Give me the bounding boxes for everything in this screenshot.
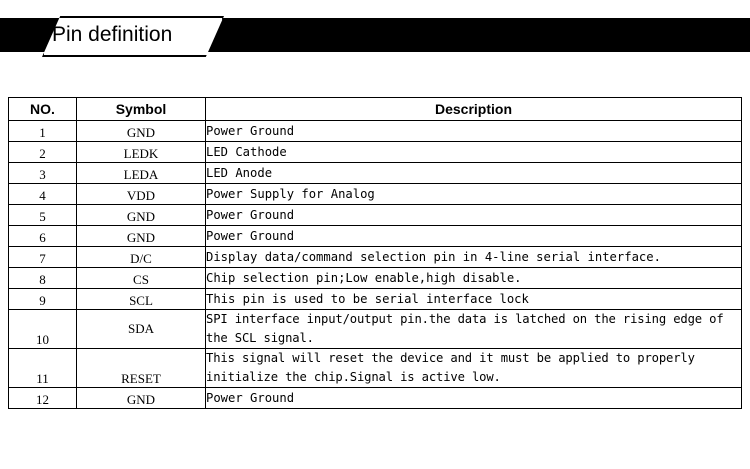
pin-symbol: GND [77, 205, 206, 226]
pin-number: 6 [9, 226, 77, 247]
table-row [9, 310, 742, 349]
table-row [9, 268, 742, 289]
pin-number: 7 [9, 247, 77, 268]
pin-symbol: D/C [77, 247, 206, 268]
table-row [9, 388, 742, 409]
pin-description: LED Cathode [206, 142, 742, 163]
pin-number: 4 [9, 184, 77, 205]
header-symbol: Symbol [77, 98, 206, 121]
pin-number: 1 [9, 121, 77, 142]
pin-description: LED Anode [206, 163, 742, 184]
header-description: Description [206, 98, 742, 121]
pin-symbol: CS [77, 268, 206, 289]
pin-symbol: SDA [77, 310, 206, 349]
pin-description: SPI interface input/output pin.the data is latched on the rising edge of the SCL signal. [206, 310, 742, 349]
pin-symbol: VDD [77, 184, 206, 205]
pin-description: Chip selection pin;Low enable,high disable. [206, 268, 742, 289]
pin-description: Power Ground [206, 121, 742, 142]
pin-definition-table [8, 97, 742, 409]
pin-symbol: GND [77, 121, 206, 142]
header-no: NO. [9, 98, 77, 121]
pin-symbol: SCL [77, 289, 206, 310]
table-row [9, 226, 742, 247]
pin-number: 3 [9, 163, 77, 184]
pin-number: 10 [9, 310, 77, 349]
table-row [9, 349, 742, 388]
pin-description: Power Ground [206, 388, 742, 409]
pin-number: 9 [9, 289, 77, 310]
table-row [9, 205, 742, 226]
pin-description: Power Supply for Analog [206, 184, 742, 205]
table-row [9, 121, 742, 142]
table-row [9, 247, 742, 268]
pin-description: Display data/command selection pin in 4-line serial interface. [206, 247, 742, 268]
pin-description: This pin is used to be serial interface lock [206, 289, 742, 310]
pin-symbol: RESET [77, 349, 206, 388]
pin-number: 5 [9, 205, 77, 226]
table-header-row [9, 98, 742, 121]
table-row [9, 163, 742, 184]
table-row [9, 289, 742, 310]
pin-symbol: GND [77, 388, 206, 409]
pin-number: 12 [9, 388, 77, 409]
pin-description: This signal will reset the device and it must be applied to properly initialize the chip.Signal is active low. [206, 349, 742, 388]
pin-description: Power Ground [206, 205, 742, 226]
pin-symbol: GND [77, 226, 206, 247]
table-row [9, 142, 742, 163]
pin-number: 8 [9, 268, 77, 289]
pin-number: 2 [9, 142, 77, 163]
section-title: Pin definition [52, 23, 173, 46]
pin-symbol: LEDA [77, 163, 206, 184]
table-row [9, 184, 742, 205]
pin-symbol: LEDK [77, 142, 206, 163]
pin-description: Power Ground [206, 226, 742, 247]
pin-number: 11 [9, 349, 77, 388]
